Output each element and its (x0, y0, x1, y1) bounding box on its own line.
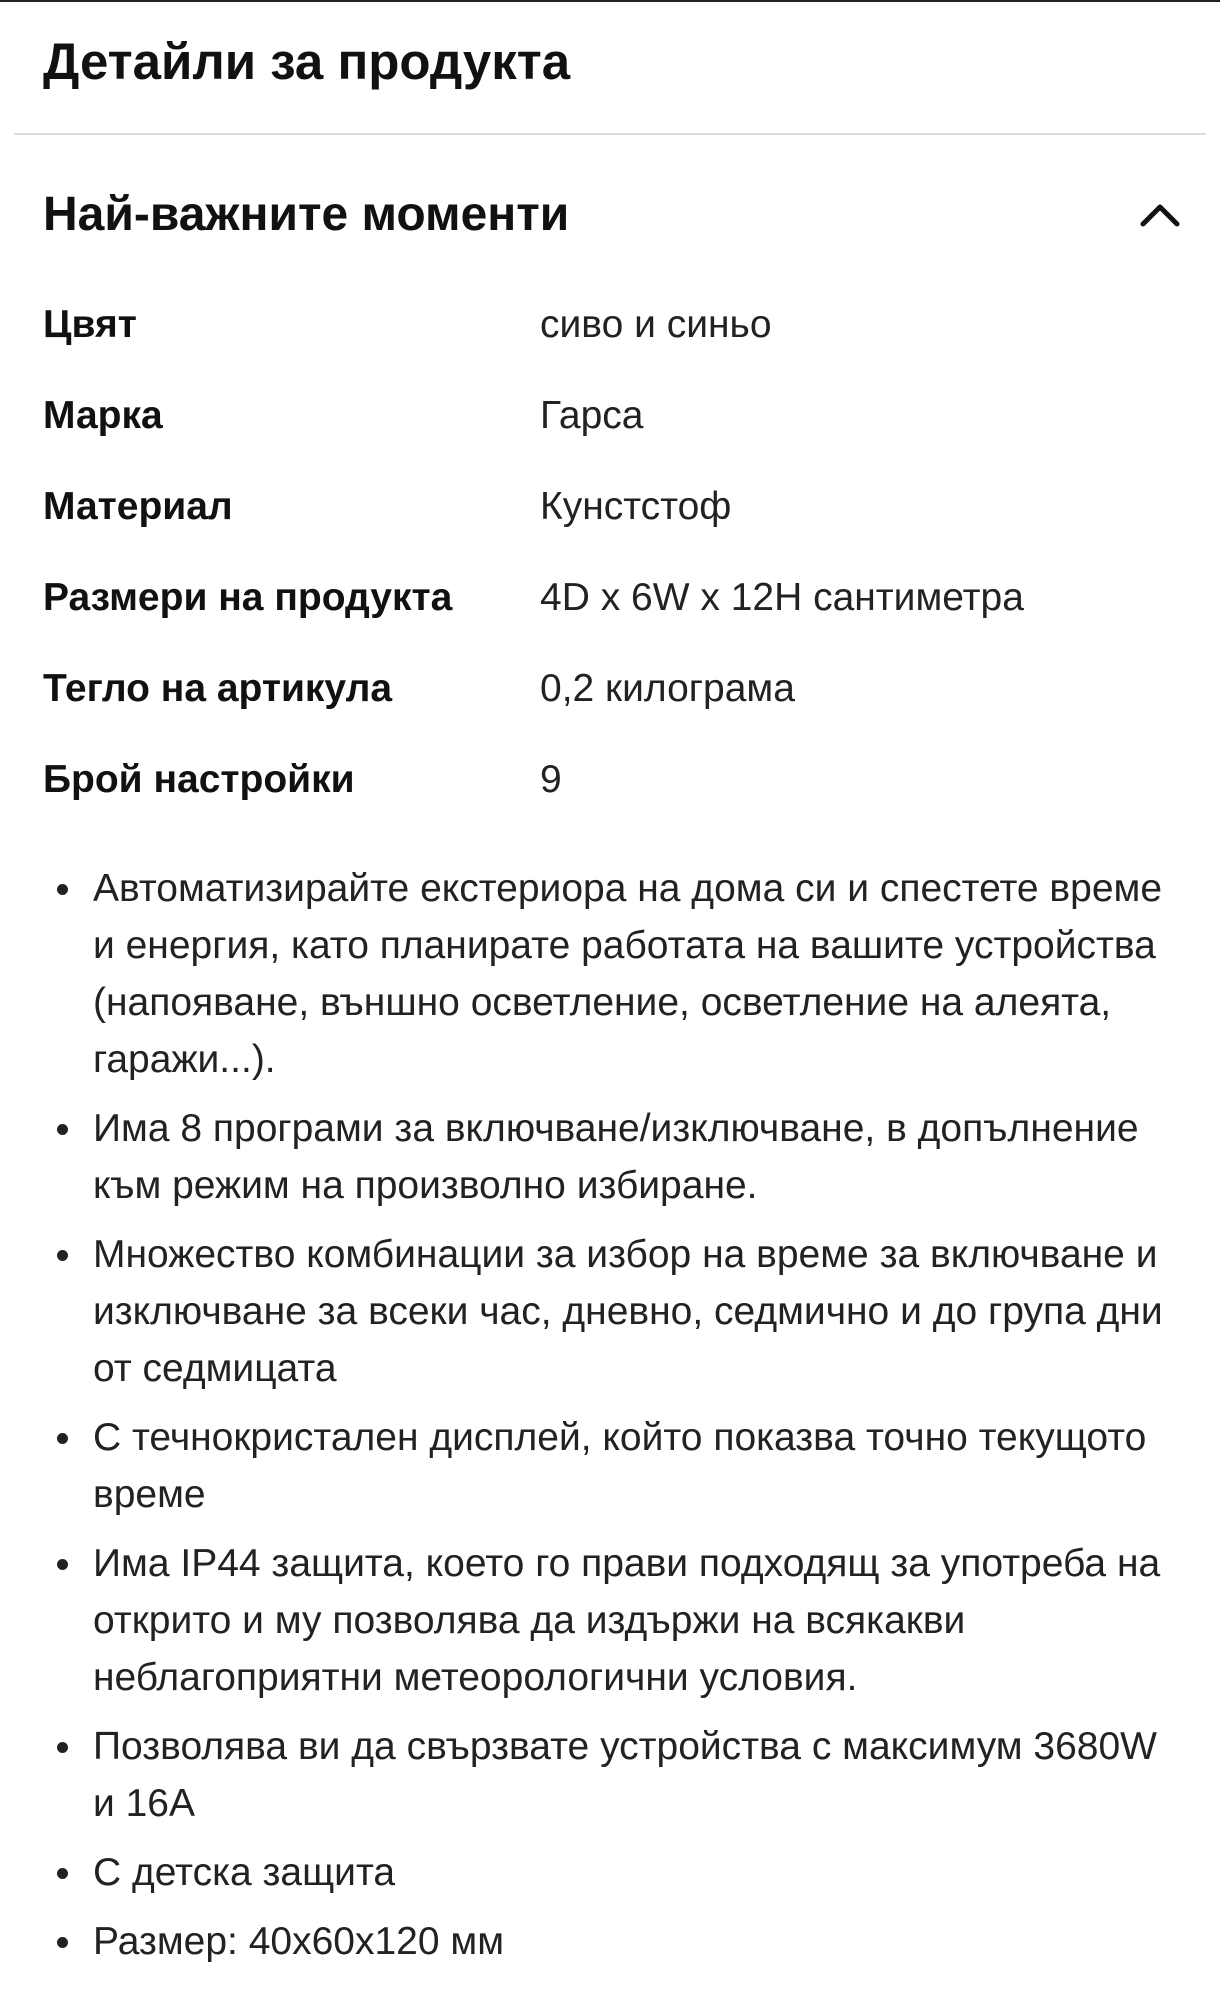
bullet-icon (57, 884, 68, 895)
spec-value: 4D x 6W x 12H сантиметра (540, 576, 1024, 619)
spec-row-material (43, 472, 1183, 563)
list-item (45, 1409, 1185, 1523)
page-title: Детайли за продукта (43, 33, 571, 90)
bullet-icon (57, 1742, 68, 1753)
list-item (45, 1844, 1185, 1901)
list-item (45, 860, 1185, 1088)
spec-value: 9 (540, 758, 562, 801)
list-item (45, 1535, 1185, 1706)
spec-value: сиво и синьо (540, 303, 772, 346)
list-item (45, 1226, 1185, 1397)
bullet-text: Размер: 40x60x120 мм (93, 1920, 505, 1963)
spec-row-settings-count (43, 745, 1183, 836)
spec-value: Кунстстоф (540, 485, 732, 528)
bullet-icon (57, 1250, 68, 1261)
bullet-text: Автоматизирайте екстериора на дома си и спестете време и енергия, като планирате работата на вашите устройства (напояване, външно осветление, осветление на алеята, гаражи...). (93, 867, 1163, 1081)
spec-row-color (43, 290, 1183, 381)
spec-row-dimensions (43, 563, 1183, 654)
bullet-icon (57, 1937, 68, 1948)
spec-label: Тегло на артикула (43, 667, 393, 710)
section-title: Най-важните моменти (43, 188, 570, 241)
spec-row-weight (43, 654, 1183, 745)
list-item (45, 1718, 1185, 1832)
bullet-icon (57, 1868, 68, 1879)
bullet-text: Множество комбинации за избор на време за включване и изключване за всеки час, дневно, седмично и до група дни от седмицата (93, 1233, 1163, 1390)
feature-bullet-list (45, 860, 1185, 1982)
bullet-text: Има 8 програми за включване/изключване, в допълнение към режим на произволно избиране. (93, 1107, 1139, 1207)
spec-label: Цвят (43, 303, 137, 346)
spec-label: Размери на продукта (43, 576, 453, 619)
bullet-icon (57, 1559, 68, 1570)
spec-value: Гарса (540, 394, 644, 437)
spec-label: Материал (43, 485, 233, 528)
bullet-icon (57, 1124, 68, 1135)
spec-table (43, 290, 1183, 836)
spec-label: Брой настройки (43, 758, 355, 801)
bullet-text: С течнокристален дисплей, който показва точно текущото време (93, 1416, 1147, 1516)
top-border (0, 0, 1220, 2)
bullet-icon (57, 1433, 68, 1444)
spec-value: 0,2 килограма (540, 667, 795, 710)
list-item (45, 1100, 1185, 1214)
list-item (45, 1913, 1185, 1970)
bullet-text: Има IP44 защита, което го прави подходящ за употреба на открито и му позволява да издържи на всякакви неблагоприятни метеорологични условия. (93, 1542, 1161, 1699)
chevron-up-icon[interactable] (1137, 192, 1183, 238)
highlights-section-toggle[interactable] (43, 180, 1183, 250)
bullet-text: Позволява ви да свързвате устройства с максимум 3680W и 16A (93, 1725, 1157, 1825)
bullet-text: С детска защита (93, 1851, 396, 1894)
spec-row-brand (43, 381, 1183, 472)
spec-label: Марка (43, 394, 163, 437)
divider (14, 133, 1206, 135)
